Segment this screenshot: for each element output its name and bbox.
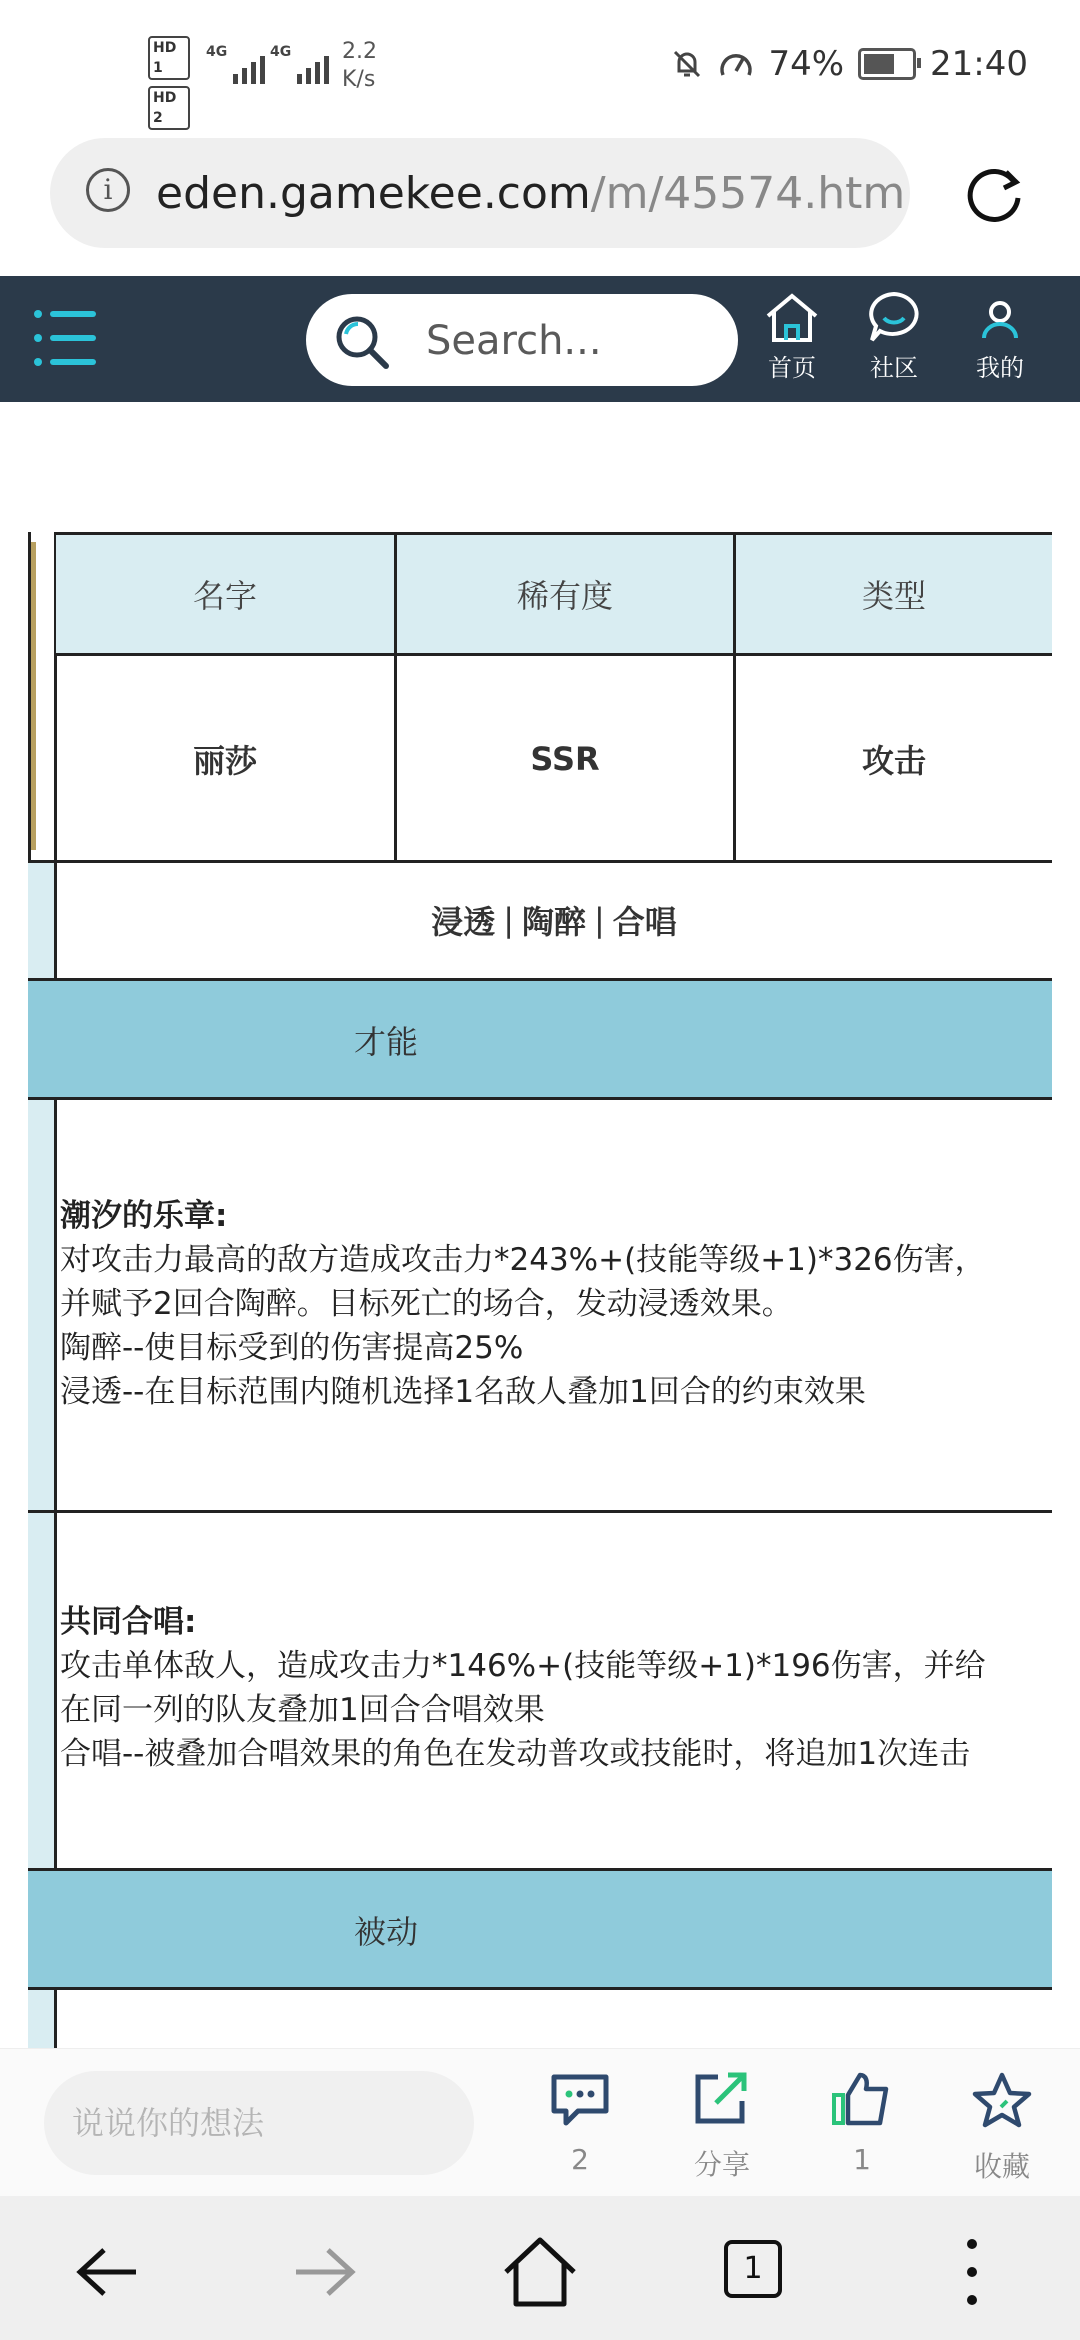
value-rarity: SSR — [530, 740, 600, 778]
tag-intoxicate: 陶醉 — [521, 903, 586, 941]
search-input[interactable] — [424, 308, 718, 374]
url-host: eden.gamekee.com — [156, 168, 591, 219]
search-box[interactable] — [306, 294, 738, 386]
site-info-icon[interactable]: i — [86, 168, 130, 212]
section-passive — [28, 1868, 1052, 1990]
site-header — [0, 276, 1080, 402]
status-bar — [0, 0, 1080, 130]
hd2-badge: HD 2 — [148, 86, 190, 130]
nav-home[interactable] — [752, 290, 832, 383]
comment-bar — [0, 2048, 1080, 2197]
skill-joint-chorus — [60, 1600, 1052, 1776]
browser-bottom-nav — [0, 2196, 1080, 2340]
mute-bell-icon — [670, 47, 704, 81]
home-icon[interactable] — [498, 2230, 582, 2314]
skill-line: 合唱--被叠加合唱效果的角色在发动普攻或技能时，将追加1次连击 — [60, 1736, 971, 1772]
nav-community-label: 社区 — [870, 354, 918, 382]
header-type: 类型 — [861, 577, 926, 615]
tabs-button[interactable] — [714, 2230, 798, 2314]
signal-icon-sim1 — [206, 44, 265, 84]
likes-count: 1 — [853, 2143, 871, 2176]
skill-line: 并赋予2回合陶醉。目标死亡的场合，发动浸透效果。 — [60, 1286, 793, 1322]
user-icon — [970, 290, 1030, 344]
url-text[interactable] — [156, 166, 905, 222]
comments-button[interactable] — [530, 2071, 630, 2176]
network-speed-unit: K/s — [342, 67, 376, 92]
nav-home-label: 首页 — [768, 354, 816, 382]
search-icon — [332, 312, 392, 372]
address-bar[interactable] — [50, 138, 910, 248]
home-icon — [762, 290, 822, 344]
tag-penetrate: 浸透 — [431, 903, 496, 941]
favorite-button[interactable] — [952, 2071, 1052, 2185]
section-talent-label: 才能 — [354, 1023, 419, 1061]
clock: 21:40 — [930, 44, 1028, 84]
comments-count: 2 — [571, 2143, 589, 2176]
forward-arrow-icon[interactable] — [282, 2230, 366, 2314]
nav-profile[interactable] — [960, 290, 1040, 383]
table-outer-border — [28, 532, 31, 862]
star-icon — [971, 2071, 1033, 2129]
network-speed-value: 2.2 — [342, 39, 377, 64]
header-rarity: 稀有度 — [516, 577, 613, 615]
back-arrow-icon[interactable] — [66, 2230, 150, 2314]
sim2-network-label: 4G — [270, 44, 292, 60]
share-button[interactable] — [672, 2071, 772, 2183]
skill-tide-movement — [60, 1194, 1052, 1414]
signal-icon-sim2 — [270, 44, 329, 84]
battery-percent: 74% — [768, 44, 845, 84]
tag-separator: | — [503, 901, 514, 939]
skill-line: 攻击单体敌人，造成攻击力*146%+(技能等级+1)*196伤害，并给 — [60, 1648, 986, 1684]
tag-separator: | — [594, 901, 605, 939]
chat-bubble-icon — [864, 290, 924, 344]
table-row-divider — [28, 1510, 1052, 1513]
skill-name: 潮汐的乐章: — [60, 1198, 228, 1234]
url-path: /m/45574.htm — [590, 168, 906, 219]
reload-icon[interactable] — [962, 162, 1026, 226]
comment-icon — [548, 2071, 612, 2127]
comment-input[interactable] — [44, 2071, 474, 2175]
more-menu-icon[interactable] — [930, 2230, 1014, 2314]
skill-line: 浸透--在目标范围内随机选择1名敌人叠加1回合的约束效果 — [60, 1374, 866, 1410]
like-button[interactable] — [812, 2071, 912, 2176]
skill-name: 共同合唱: — [60, 1604, 197, 1640]
header-name: 名字 — [192, 577, 257, 615]
speed-gauge-icon — [718, 47, 754, 81]
nav-profile-label: 我的 — [976, 354, 1024, 382]
nav-community[interactable] — [854, 290, 934, 383]
table-side-strip — [28, 862, 56, 978]
share-label: 分享 — [693, 2148, 750, 2181]
share-icon — [692, 2071, 752, 2127]
skill-line: 对攻击力最高的敌方造成攻击力*243%+(技能等级+1)*326伤害， — [60, 1242, 986, 1278]
tag-chorus: 合唱 — [612, 903, 677, 941]
section-talent — [28, 978, 1052, 1100]
table-side-strip — [28, 1100, 56, 1868]
tags-row — [56, 862, 1052, 978]
skill-line: 陶醉--使目标受到的伤害提高25% — [60, 1330, 524, 1366]
thumbs-up-icon — [830, 2071, 894, 2127]
battery-icon — [858, 48, 916, 80]
value-type: 攻击 — [861, 742, 926, 780]
menu-icon[interactable] — [34, 310, 96, 366]
hd-voice-indicators — [148, 36, 190, 136]
status-right — [670, 44, 1028, 84]
favorite-label: 收藏 — [973, 2150, 1030, 2183]
network-speed — [342, 38, 377, 94]
value-name: 丽莎 — [192, 742, 257, 780]
hd1-badge: HD 1 — [148, 36, 190, 80]
sim1-network-label: 4G — [206, 44, 228, 60]
tabs-count: 1 — [724, 2240, 782, 2298]
skill-line: 在同一列的队友叠加1回合合唱效果 — [60, 1692, 545, 1728]
table-side-strip — [28, 1990, 56, 2050]
section-passive-label: 被动 — [354, 1913, 419, 1951]
